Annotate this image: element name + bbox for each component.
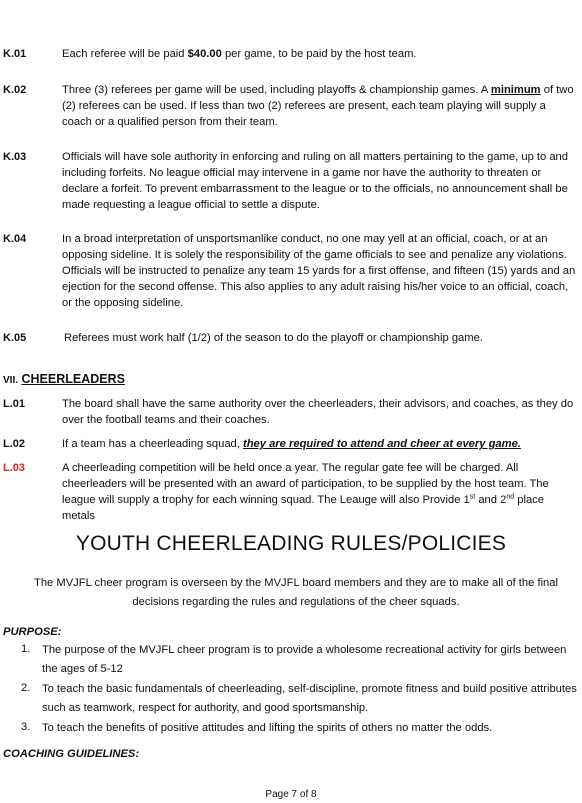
rule-text: Three (3) referees per game will be used, including playoffs & championship games. A minimum of two (2) referees can be used. If less than two (2) referees are present, each team playing will supply a coach or a qualified person from their team.: [62, 84, 574, 128]
page-number: Page 7 of 8: [265, 789, 317, 800]
rule-text: Referees must work half (1/2) of the season to do the playoff or championship game.: [64, 332, 483, 344]
policies-title: YOUTH CHEERLEADING RULES/POLICIES: [75, 532, 507, 555]
rule-code: L.02: [3, 438, 26, 450]
rule-text: Each referee will be paid $40.00 per game, to be paid by the host team.: [62, 48, 417, 60]
section-heading: [3, 371, 125, 389]
rule-code: K.02: [3, 84, 27, 96]
coaching-guidelines-heading: COACHING GUIDELINES:: [3, 748, 140, 760]
purpose-heading: PURPOSE:: [3, 626, 62, 638]
section-title: CHEERLEADERS: [21, 372, 125, 386]
rule-text: In a broad interpretation of unsportsmanlike conduct, no one may yell at an official, coach, or at an opposing sideline. It is solely the responsibility of the game officials to see and penalize any violations. Officials will be instructed to penalize any team 15 yards for a first offense, and fifteen (15) yards and an ejection for the second offense. This also applies to any adult raising his/her voice to an official, coach, or the opposing sideline.: [62, 233, 576, 309]
rule-code: L.01: [3, 398, 26, 410]
rule-text: A cheerleading competition will be held once a year. The regular gate fee will be charged. All cheerleaders will be presented with an award of participation, to be supplied by the host team. The league will supply a trophy for each winning squad. The Leauge will also Provide 1st and 2nd place metals: [62, 462, 549, 522]
document-page: K.01 Each referee will be paid $40.00 per game, to be paid by the host team. K.02 Three (3) referees per game will be used, including playoffs & championship games. A minimum of two (2) referees can be used. If less than two (2) referees are present, each team playing will supply a coach or a qualified person from their team. K.03 Officials will have sole authority in enforcing and ruling on all matters pertaining to the game, up to and including forfeits. No league official may intervene in a game nor have the authority to threaten or declare a forfeit. To prevent embarrassment to the league or to the officials, no announcement shall be made requesting a league official to settle a dispute. K.04 In a broad interpretation of unsportsmanlike conduct, no one may yell at an official, coach, or at an opposing sideline. It is solely the responsibility of the game officials to see and penalize any violations. Officials will be instructed to penalize any team 15 yards for a first offense, and fifteen (15) yards and an ejection for the second offense. This also applies to any adult raising his/her voice to an official, coach, or the opposing sideline. K.05 Referees must work half (1/2) of the season to do the playoff or championship game. VII. CHEERLEADERS L.01 The board shall have the same authority over the cheerleaders, their advisors, and coaches, as they do over the football teams and their coaches. L.02 If a team has a cheerleading squad, they are required to attend and cheer at every game. L.03 A cheerleading competition will be held once a year. The regular gate fee will be charged. All cheerleaders will be presented with an award of participation, to be supplied by the host team. The league will supply a trophy for each winning squad. The Leauge will also Provide 1st and 2nd place metals YOUTH CHEERLEADING RULES/POLICIES The MVJFL cheer program is overseen by the MVJFL board members and they are to make all of the final decisions regarding the rules and regulations of the cheer squads. PURPOSE: 1. The purpose of the MVJFL cheer program is to provide a wholesome recreational activity for girls between the ages of 5-12 2. To teach the basic fundamentals of cheerleading, self-discipline, promote fitness and build positive attributes such as teamwork, respect for authority, and good sportsmanship. 3. To teach the benefits of positive attitudes and lifting the spirits of others no matter the odds. COACHING GUIDELINES: Page 7 of 8: [0, 0, 582, 800]
rule-code: K.04: [3, 233, 27, 245]
section-number: VII.: [3, 375, 19, 386]
rule-code-highlighted: L.03: [3, 462, 26, 474]
emphasis-text: they are required to attend and cheer at every game.: [242, 438, 521, 450]
rule-code: K.03: [3, 151, 27, 163]
rule-code: K.01: [3, 48, 27, 60]
rule-text: The board shall have the same authority over the cheerleaders, their advisors, and coaches, as they do over the football teams and their coaches.: [62, 398, 574, 426]
rule-code: K.05: [3, 332, 27, 344]
intro-paragraph: The MVJFL cheer program is overseen by the MVJFL board members and they are to make all of the final decisions regarding the rules and regulations of the cheer squads.: [34, 577, 558, 608]
rule-text: If a team has a cheerleading squad, they are required to attend and cheer at every game.: [62, 438, 521, 450]
rule-text: Officials will have sole authority in enforcing and ruling on all matters pertaining to the game, up to and including forfeits. No league official may intervene in a game nor have the authority to threaten or declare a forfeit. To prevent embarrassment to the league or to the officials, no announcement shall be made requesting a league official to settle a dispute.: [62, 151, 569, 211]
